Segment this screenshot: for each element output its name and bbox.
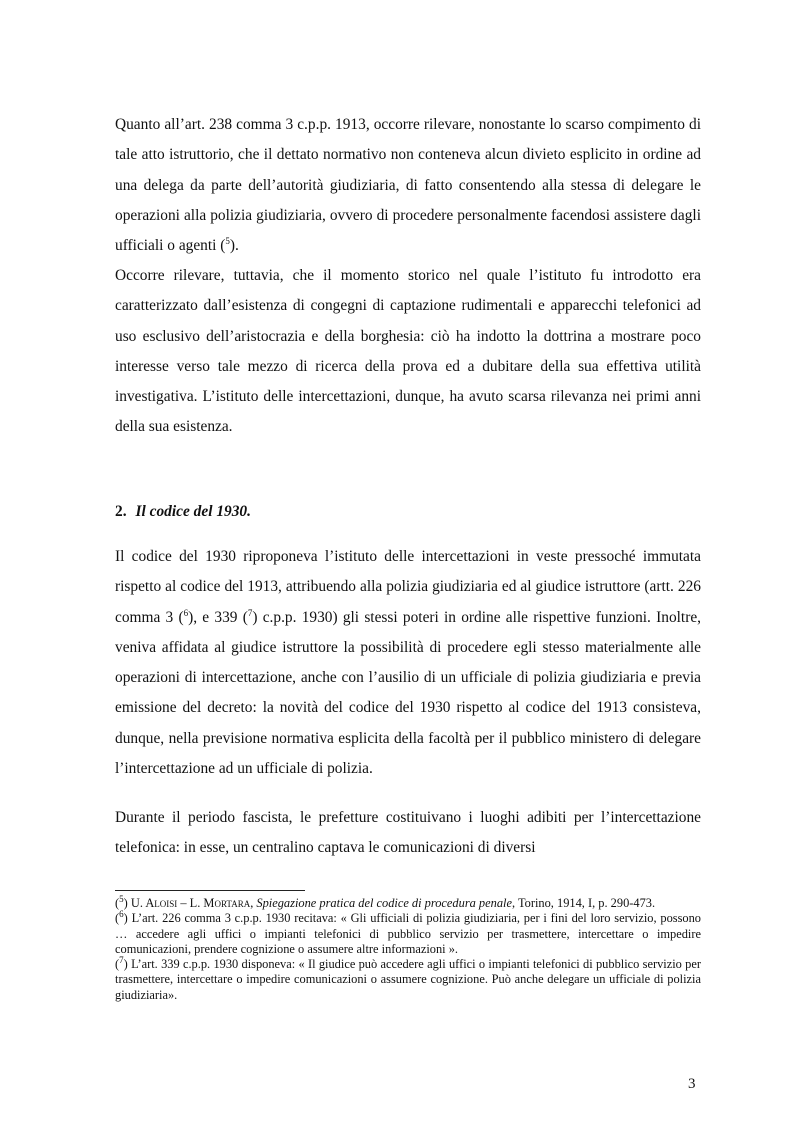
paragraph-periodo-fascista: Durante il periodo fascista, le prefetture costituivano i luoghi adibiti per l’intercettazione telefonica: in esse, un centralino captava le comunicazioni di diversi — [115, 809, 701, 857]
section-heading — [115, 497, 701, 527]
footnote-6: ($^6$) L’art. 226 comma 3 c.p.p. 1930 recitava: « Gli ufficiali di polizia giudiziaria, per i fini del loro servizio, possono … accedere agli uffici o impianti telefonici di pubblico servizio per trasmettere, intercettare o impedire comunicazioni, prendere cognizione o assumere altre informazioni ». — [115, 909, 701, 956]
footnote-authors: U. Aloisi – L. Mortara — [130, 896, 251, 910]
page-number: 3 — [688, 1076, 696, 1092]
footnote-ref-5[interactable]: 5 — [225, 236, 230, 247]
section-number: 2. — [115, 503, 127, 520]
footnote-ref-6[interactable]: 6 — [183, 607, 189, 618]
paragraph-art-238: Quanto all’art. 238 comma 3 c.p.p. 1913, occorre rilevare, nonostante lo scarso compimento di tale atto istruttorio, che il dettato normativo non conteneva alcun divieto esplicito in ordine ad una delega da parte dell’autorità giudiziaria, di fatto consentendo alla stessa di delegare le operazioni alla polizia giudiziaria, ovvero di procedere personalmente facendosi assistere dagli ufficiali o agenti ($^5$). — [115, 116, 701, 255]
footnote-ref-7[interactable]: 7 — [247, 607, 253, 618]
footnote-separator — [115, 890, 305, 891]
section-title: Il codice del 1930. — [135, 503, 251, 520]
footnote-5: ($^5$) U. Aloisi – L. Mortara, Spiegazione pratica del codice di procedura penale, Torino, 1914, I, p. 290-473. — [115, 893, 656, 910]
paragraph-codice-1930: Il codice del 1930 riproponeva l’istituto delle intercettazioni in veste pressoché immutata rispetto al codice del 1913, attribuendo alla polizia giudiziaria ed al giudice istruttore (artt. 226 comma 3 ($^6$), e 339 ($^7$) c.p.p. 1930) gli stessi poteri in ordine alle rispettive funzioni. Inoltre, veniva affidata al giudice istruttore la possibilità di procedere egli stesso materialmente alle operazioni di intercettazione, anche con l’ausilio di un ufficiale di polizia giudiziaria e previa emissione del decreto: la novità del codice del 1930 rispetto al codice del 1913 consisteva, dunque, nella previsione normativa esplicita della facoltà per il pubblico ministero di delegare l’intercettazione ad un ufficiale di polizia. — [115, 548, 701, 778]
paragraph-historical-context: Occorre rilevare, tuttavia, che il momento storico nel quale l’istituto fu introdotto era caratterizzato dall’esistenza di congegni di captazione rudimentali e apparecchi telefonici ad uso esclusivo dell’aristocrazia e della borghesia: ciò ha indotto la dottrina a mostrare poco interesse verso tale mezzo di ricerca della prova ed a dubitare della sua effettiva utilità investigativa. L’istituto delle intercettazioni, dunque, ha avuto scarsa rilevanza nei primi anni della sua esistenza. — [115, 267, 701, 436]
footnotes — [115, 893, 701, 1003]
footnote-work-title: Spiegazione pratica del codice di procedura penale — [256, 896, 512, 910]
footnote-7: ($^7$) L’art. 339 c.p.p. 1930 disponeva: « Il giudice può accedere agli uffici o impianti telefonici di pubblico servizio per trasmettere, intercettare o impedire comunicazioni o assumere cognizione. Può anche delegare un ufficiale di polizia giudiziaria». — [115, 955, 701, 1002]
